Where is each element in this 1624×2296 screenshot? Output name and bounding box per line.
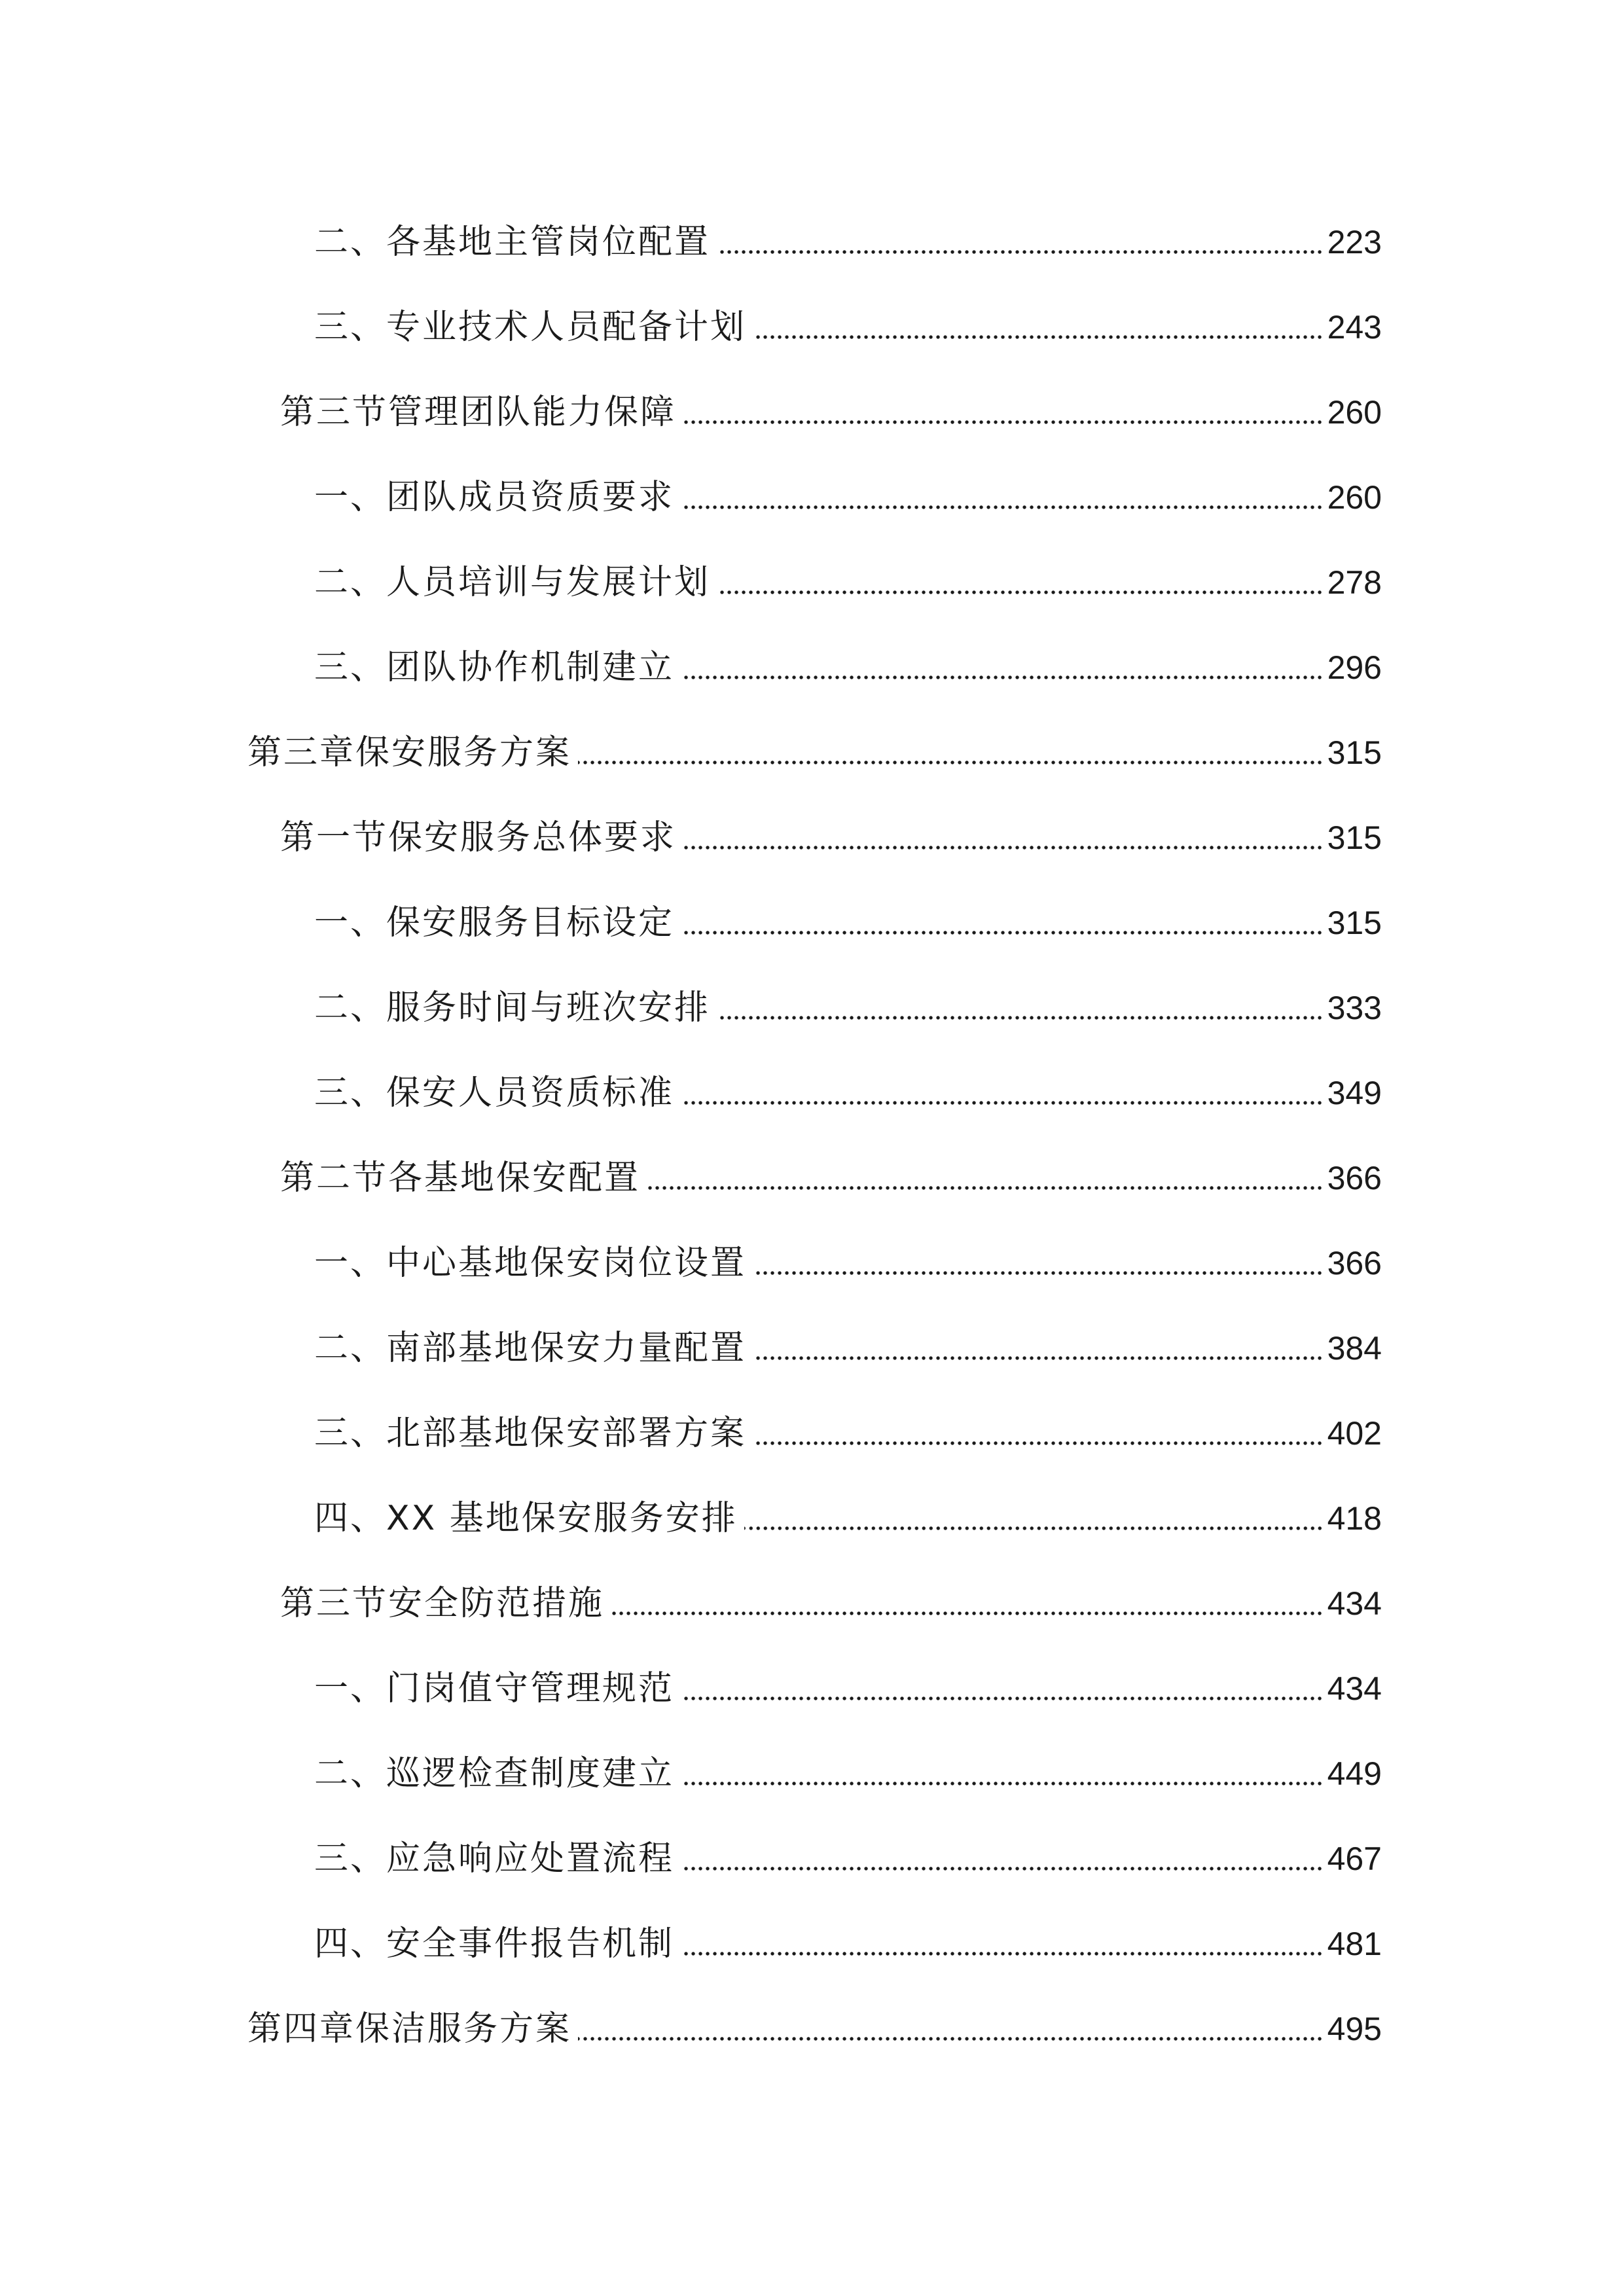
toc-entry-page: 296 <box>1327 649 1382 686</box>
toc-entry-title: 三、北部基地保安部署方案 <box>314 1414 747 1453</box>
toc-entry[interactable] <box>314 641 1382 694</box>
dot-leader <box>681 504 1324 511</box>
toc-entry-title: 二、人员培训与发展计划 <box>314 563 711 602</box>
toc-entry-title: 三、团队协作机制建立 <box>314 648 675 687</box>
toc-entry-page: 434 <box>1327 1585 1382 1622</box>
toc-entry-title: 一、团队成员资质要求 <box>314 478 675 517</box>
toc-entry-page: 449 <box>1327 1755 1382 1792</box>
toc-entry[interactable] <box>247 726 1382 779</box>
toc-entry-page: 467 <box>1327 1840 1382 1877</box>
toc-entry-page: 402 <box>1327 1415 1382 1452</box>
dot-leader <box>611 1610 1324 1617</box>
toc-entry-page: 349 <box>1327 1075 1382 1111</box>
dot-leader <box>681 1695 1324 1702</box>
toc-entry-title: 第四章保洁服务方案 <box>247 2009 572 2049</box>
toc-entry-page: 278 <box>1327 564 1382 601</box>
toc-entry[interactable] <box>280 1577 1382 1630</box>
toc-entry-page: 384 <box>1327 1330 1382 1367</box>
dot-leader <box>681 674 1324 681</box>
toc-entry-page: 333 <box>1327 990 1382 1026</box>
toc-entry-title: 三、保安人员资质标准 <box>314 1073 675 1113</box>
dot-leader <box>744 1525 1324 1532</box>
toc-entry[interactable] <box>247 2003 1382 2055</box>
dot-leader <box>647 1185 1324 1191</box>
toc-entry-title: 第一节保安服务总体要求 <box>280 818 677 857</box>
toc-entry-title: 一、门岗值守管理规范 <box>314 1669 675 1708</box>
toc-entry-page: 434 <box>1327 1670 1382 1707</box>
dot-leader <box>753 334 1324 340</box>
toc-entry-page: 366 <box>1327 1245 1382 1282</box>
dot-leader <box>681 1865 1324 1872</box>
dot-leader <box>681 1780 1324 1787</box>
toc-entry-title: 四、XX 基地保安服务安排 <box>314 1499 738 1538</box>
toc-entry[interactable] <box>314 1492 1382 1545</box>
toc-entry-title: 一、保安服务目标设定 <box>314 903 675 942</box>
toc-entry[interactable] <box>314 1067 1382 1119</box>
toc-entry-title: 二、各基地主管岗位配置 <box>314 223 711 262</box>
dot-leader <box>753 1440 1324 1446</box>
toc-entry[interactable] <box>314 556 1382 609</box>
toc-entry-title: 二、服务时间与班次安排 <box>314 988 711 1028</box>
dot-leader <box>681 1950 1324 1957</box>
toc-entry[interactable] <box>314 1918 1382 1970</box>
toc-entry[interactable] <box>314 216 1382 268</box>
toc-entry[interactable] <box>314 1748 1382 1800</box>
toc-entry[interactable] <box>280 1152 1382 1204</box>
dot-leader <box>578 759 1324 766</box>
toc-entry-page: 243 <box>1327 309 1382 346</box>
dot-leader <box>717 589 1324 596</box>
toc-entry-page: 315 <box>1327 734 1382 771</box>
toc-entry-title: 三、应急响应处置流程 <box>314 1839 675 1878</box>
dot-leader <box>578 2036 1324 2042</box>
toc-entry[interactable] <box>314 1322 1382 1374</box>
toc-entry-title: 一、中心基地保安岗位设置 <box>314 1244 747 1283</box>
toc-entry-page: 260 <box>1327 479 1382 516</box>
dot-leader <box>683 419 1324 425</box>
toc-entry-page: 495 <box>1327 2011 1382 2047</box>
dot-leader <box>753 1355 1324 1361</box>
dot-leader <box>717 249 1324 255</box>
toc-entry-page: 315 <box>1327 819 1382 856</box>
dot-leader <box>681 1100 1324 1106</box>
toc-entry-title: 第三章保安服务方案 <box>247 733 572 772</box>
toc-entry[interactable] <box>280 812 1382 864</box>
dot-leader <box>717 1014 1324 1021</box>
toc-entry[interactable] <box>314 897 1382 949</box>
toc-entry[interactable] <box>314 982 1382 1034</box>
toc-entry[interactable] <box>314 471 1382 524</box>
toc-entry-title: 二、南部基地保安力量配置 <box>314 1329 747 1368</box>
toc-entry-page: 481 <box>1327 1926 1382 1962</box>
toc-entry-title: 三、专业技术人员配备计划 <box>314 308 747 347</box>
toc-entry-page: 366 <box>1327 1160 1382 1196</box>
toc-entry-title: 四、安全事件报告机制 <box>314 1924 675 1964</box>
toc-entry-page: 418 <box>1327 1500 1382 1537</box>
dot-leader <box>683 844 1324 851</box>
dot-leader <box>753 1270 1324 1276</box>
toc-entry[interactable] <box>314 1237 1382 1289</box>
toc-entry-title: 第三节安全防范措施 <box>280 1584 605 1623</box>
toc-entry-title: 第二节各基地保安配置 <box>280 1158 641 1198</box>
dot-leader <box>681 929 1324 936</box>
toc-entry-title: 第三节管理团队能力保障 <box>280 393 677 432</box>
toc-entry[interactable] <box>314 301 1382 353</box>
toc-entry[interactable] <box>280 386 1382 439</box>
toc-entry-page: 315 <box>1327 905 1382 941</box>
toc-entry[interactable] <box>314 1662 1382 1715</box>
toc-entry-page: 260 <box>1327 394 1382 431</box>
toc-entry[interactable] <box>314 1833 1382 1885</box>
toc-entry-title: 二、巡逻检查制度建立 <box>314 1754 675 1793</box>
toc-entry[interactable] <box>314 1407 1382 1460</box>
toc-entry-page: 223 <box>1327 224 1382 260</box>
